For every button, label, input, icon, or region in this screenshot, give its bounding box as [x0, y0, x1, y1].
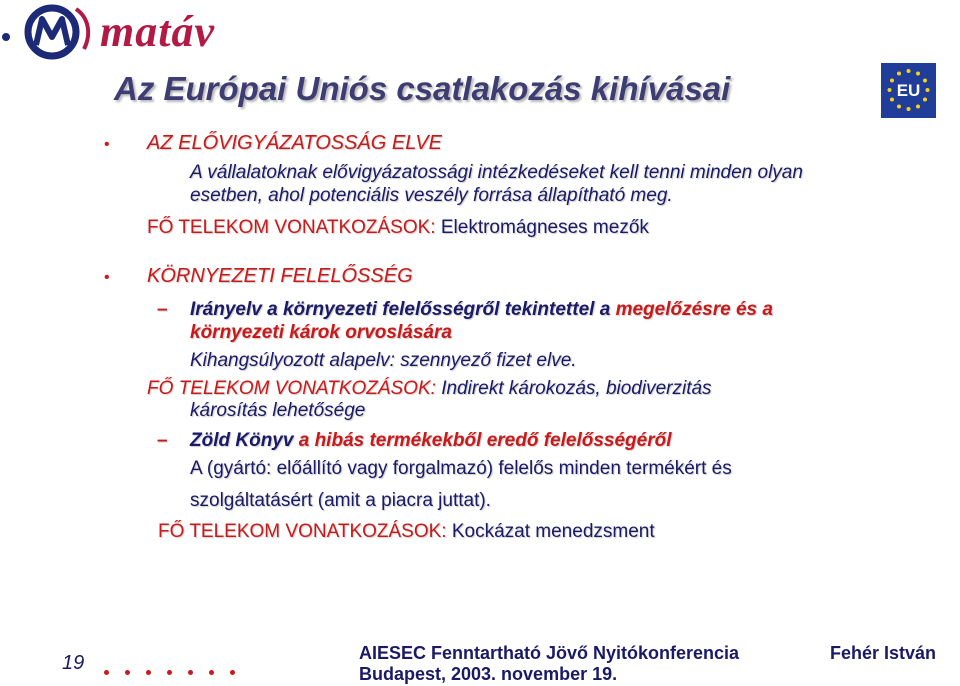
- item1-heading: AZ ELŐVIGYÁZATOSSÁG ELVE: [147, 132, 442, 154]
- item1-text-line2: esetben, ahol potenciális veszély forrása állapítható meg.: [190, 185, 673, 206]
- dash1-principle: Kihangsúlyozott alapelv: szennyező fizet elve.: [190, 350, 577, 371]
- dash1-telekom-label: FŐ TELEKOM VONATKOZÁSOK:: [147, 378, 436, 399]
- dash-1: –: [157, 299, 168, 320]
- footer-dots: [104, 662, 251, 680]
- footer-date: Budapest, 2003. november 19.: [359, 664, 618, 684]
- logo-dot: [2, 33, 10, 41]
- item1-telekom-label: FŐ TELEKOM VONATKOZÁSOK:: [147, 217, 436, 238]
- footer-event: AIESEC Fenntartható Jövő Nyitókonferencia: [359, 643, 740, 663]
- eu-flag-label: EU: [896, 81, 921, 100]
- logo-text: matáv: [100, 7, 215, 56]
- dash2-telekom-text: Kockázat menedzsment: [446, 521, 655, 542]
- slide-title: Az Európai Uniós csatlakozás kihívásai: [114, 70, 731, 107]
- dash2-telekom-label: FŐ TELEKOM VONATKOZÁSOK:: [158, 521, 447, 542]
- dash1-part1: Irányelv a környezeti felelősségről tekintettel a: [190, 299, 616, 320]
- bullet-2: •: [104, 269, 110, 286]
- dash1-line2: környezeti károk orvoslására: [190, 322, 452, 343]
- item2-heading: KÖRNYEZETI FELELŐSSÉG: [147, 265, 413, 287]
- dash1-line1: [190, 299, 773, 321]
- dash1-telekom-line2: károsítás lehetősége: [190, 400, 366, 421]
- dash-2: –: [157, 430, 168, 451]
- dash2-line2: A (gyártó: előállító vagy forgalmazó) felelős minden termékért és: [190, 458, 732, 479]
- dash2-line1: [190, 430, 672, 452]
- dash2-part2: a hibás termékekből eredő felelősségéről: [293, 430, 672, 451]
- dash1-telekom: [147, 378, 712, 400]
- dash2-telekom: [158, 521, 655, 543]
- footer-author: Fehér István: [830, 643, 937, 663]
- bullet-1: •: [104, 136, 110, 153]
- dash1-part2: megelőzésre és a: [615, 299, 773, 320]
- dash2-line3: szolgáltatásért (amit a piacra juttat).: [190, 490, 491, 511]
- eu-flag-icon: [881, 63, 936, 118]
- dash1-telekom-text: Indirekt károkozás, biodiverzitás: [435, 378, 712, 399]
- item1-telekom: [147, 217, 649, 239]
- matav-logo-icon: [18, 3, 94, 61]
- dash2-part1: Zöld Könyv: [190, 430, 294, 451]
- item1-telekom-text: Elektromágneses mezők: [435, 217, 649, 238]
- item1-text-line1: A vállalatoknak elővigyázatossági intézkedéseket kell tenni minden olyan: [190, 162, 803, 183]
- page-number: 19: [62, 652, 85, 674]
